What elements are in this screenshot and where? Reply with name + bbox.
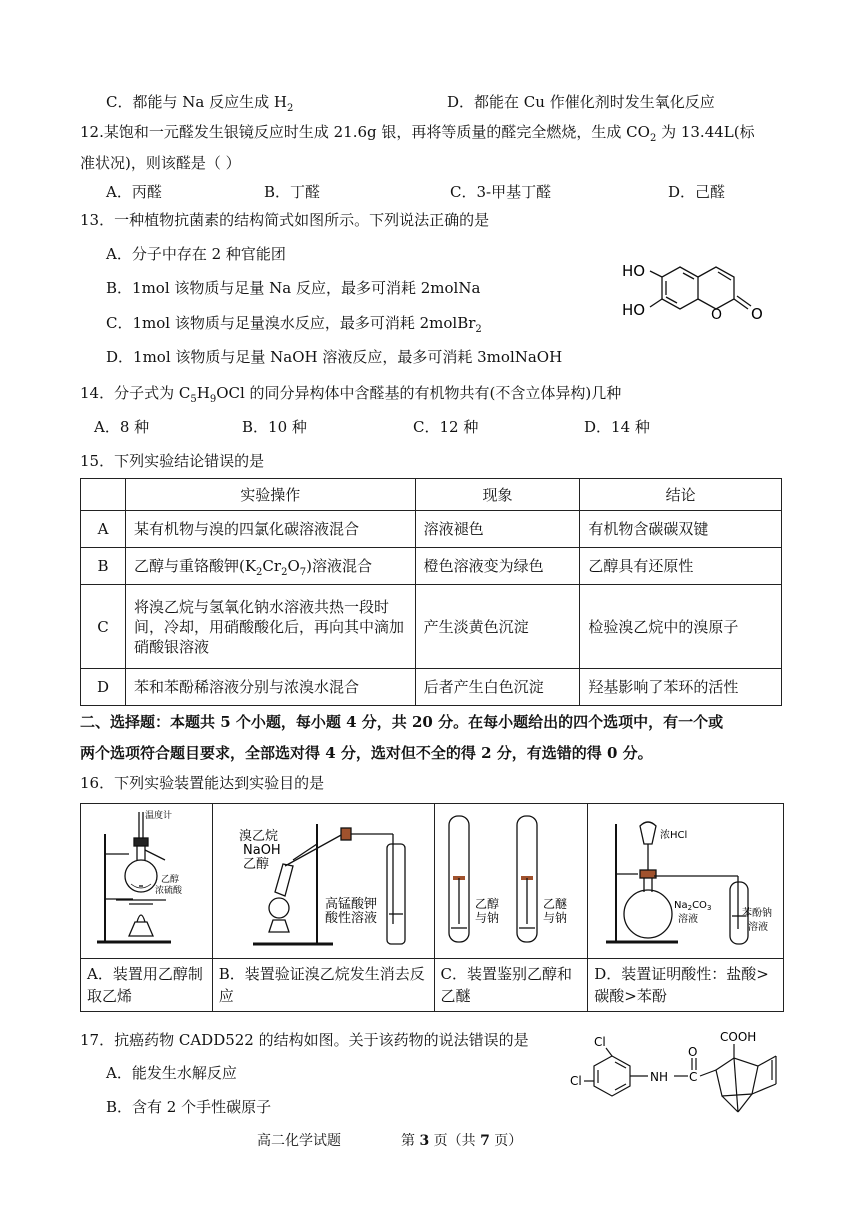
operation-cell: 将溴乙烷与氢氧化钠水溶液共热一段时间，冷却，用硝酸酸化后，再向其中滴加硝酸银溶液: [125, 585, 415, 669]
header-cell: 结论: [580, 479, 782, 511]
q15-table: [80, 478, 782, 706]
footer-page-number: 第 3 页（共 7 页）: [401, 1133, 523, 1149]
q16-stem: 16．下列实验装置能达到实验目的是: [80, 774, 325, 792]
q13-stem: 13．一种植物抗菌素的结构简式如图所示。下列说法正确的是: [80, 211, 490, 229]
q17-structure-diagram: [570, 1026, 800, 1126]
table-header-row: [81, 479, 782, 511]
table-row: [81, 511, 782, 548]
phenomenon-cell: 产生淡黄色沉淀: [415, 585, 580, 669]
table-row: [81, 548, 782, 585]
q13-structure-diagram: [620, 255, 790, 330]
q17-stem: 17．抗癌药物 CADD522 的结构如图。关于该药物的说法错误的是: [80, 1031, 529, 1049]
reagent-label: NaOH: [242, 843, 281, 858]
section2-heading-line1: 二、选择题：本题共 5 个小题，每小题 4 分，共 20 分。在每小题给出的四个选项中，有一个或: [80, 713, 724, 731]
struct-cl-label: Cl: [594, 1035, 606, 1049]
reagent-label: 溶液: [678, 914, 699, 925]
reagent-label: 乙醇: [161, 875, 180, 885]
apparatus-b-cell: [212, 804, 434, 959]
struct-ho-label: HO: [622, 262, 646, 280]
operation-cell: 某有机物与溴的四氯化碳溶液混合: [125, 511, 415, 548]
q16-apparatus-table: [80, 803, 784, 1012]
struct-c-label: C: [689, 1070, 698, 1084]
row-label: C: [81, 585, 126, 669]
phenomenon-cell: 后者产生白色沉淀: [415, 669, 580, 706]
section2-heading-line2: 两个选项符合题目要求，全部选对得 4 分，选对但不全的得 2 分，有选错的得 0 分。: [80, 744, 653, 762]
struct-ring-o-label: O: [711, 307, 723, 323]
tube-label: 与钠: [542, 911, 567, 925]
q12-stem-line1: 12.某饱和一元醛发生银镜反应时生成 21.6g 银，再将等质量的醛完全燃烧，生成 $CO_2$ 为 13.44L(标: [80, 123, 755, 144]
q12-stem-line2: 准状况)，则该醛是（ ）: [80, 154, 241, 172]
option-b-caption: B．装置验证溴乙烷发生消去反应: [212, 959, 434, 1012]
reagent-label: 高锰酸钾: [324, 897, 377, 912]
header-cell: [81, 479, 126, 511]
q13-option-c: C．1mol 该物质与足量溴水反应，最多可消耗 2molBr$_2$: [106, 314, 482, 335]
thermometer-label: 温度计: [145, 811, 173, 821]
struct-ho-label: HO: [622, 301, 646, 319]
reagent-label: 苯酚钠: [742, 908, 773, 919]
option-a-caption: A．装置用乙醇制取乙烯: [81, 959, 213, 1012]
q14-option-a: A．8 种: [94, 418, 150, 436]
reagent-label: 溶液: [748, 922, 769, 933]
reagent-label: 酸性溶液: [324, 911, 377, 926]
struct-cl-label: Cl: [570, 1074, 582, 1088]
conclusion-cell: 羟基影响了苯环的活性: [580, 669, 782, 706]
tube-label: 与钠: [474, 911, 499, 925]
option-d-caption: D．装置证明酸性：盐酸>碳酸>苯酚: [588, 959, 784, 1012]
q15-stem: 15．下列实验结论错误的是: [80, 452, 265, 470]
reagent-label: 浓HCl: [660, 830, 688, 841]
struct-o-label: O: [688, 1045, 698, 1059]
reagent-label: 浓硫酸: [155, 886, 183, 896]
header-cell: 现象: [415, 479, 580, 511]
option-c-caption: C．装置鉴别乙醇和乙醚: [434, 959, 588, 1012]
apparatus-a-diagram: [81, 804, 211, 954]
operation-cell: 苯和苯酚稀溶液分别与浓溴水混合: [125, 669, 415, 706]
conclusion-cell: 乙醇具有还原性: [580, 548, 782, 585]
table-row: [81, 669, 782, 706]
reagent-label: 溴乙烷: [238, 829, 278, 844]
table-row: [81, 585, 782, 669]
apparatus-a-cell: [81, 804, 213, 959]
apparatus-b-diagram: [213, 804, 433, 954]
q14-option-d: D．14 种: [584, 418, 650, 436]
q12-option-b: B．丁醛: [264, 183, 321, 201]
operation-cell: 乙醇与重铬酸钾$(K_2Cr_2O_7)$溶液混合: [125, 548, 415, 585]
conclusion-cell: 有机物含碳碳双键: [580, 511, 782, 548]
footer-subject: 高二化学试题: [257, 1133, 341, 1149]
q14-option-c: C．12 种: [413, 418, 479, 436]
conclusion-cell: 检验溴乙烷中的溴原子: [580, 585, 782, 669]
apparatus-d-cell: [588, 804, 784, 959]
struct-cooh-label: COOH: [720, 1030, 757, 1044]
struct-nh-label: NH: [650, 1070, 668, 1084]
tube-label: 乙醇: [474, 897, 499, 911]
reagent-label: $Na_2CO_3$: [674, 900, 712, 912]
q13-option-d: D．1mol 该物质与足量 NaOH 溶液反应，最多可消耗 3molNaOH: [106, 348, 563, 366]
apparatus-c-diagram: [435, 804, 587, 954]
apparatus-c-cell: [434, 804, 588, 959]
tube-label: 乙醚: [542, 897, 567, 911]
q17-option-a: A．能发生水解反应: [106, 1064, 237, 1082]
q11-option-c: C．都能与 Na 反应生成 $H_2$: [106, 93, 294, 114]
q12-option-a: A．丙醛: [106, 183, 162, 201]
q13-option-b: B．1mol 该物质与足量 Na 反应，最多可消耗 2molNa: [106, 279, 481, 297]
phenomenon-cell: 溶液褪色: [415, 511, 580, 548]
phenomenon-cell: 橙色溶液变为绿色: [415, 548, 580, 585]
q11-option-d: D．都能在 Cu 作催化剂时发生氧化反应: [447, 93, 715, 111]
q14-option-b: B．10 种: [242, 418, 307, 436]
q17-option-b: B．含有 2 个手性碳原子: [106, 1098, 272, 1116]
apparatus-d-diagram: [588, 804, 782, 954]
q12-option-c: C．3-甲基丁醛: [450, 183, 552, 201]
struct-carbonyl-o-label: O: [751, 305, 763, 323]
row-label: B: [81, 548, 126, 585]
row-label: A: [81, 511, 126, 548]
q12-option-d: D．己醛: [668, 183, 726, 201]
row-label: D: [81, 669, 126, 706]
q13-option-a: A．分子中存在 2 种官能团: [106, 245, 286, 263]
header-cell: 实验操作: [125, 479, 415, 511]
q14-stem: 14．分子式为 $C_5H_9OCl$ 的同分异构体中含醛基的有机物共有(不含立体异构)几种: [80, 384, 622, 405]
reagent-label: 乙醇: [242, 857, 269, 872]
